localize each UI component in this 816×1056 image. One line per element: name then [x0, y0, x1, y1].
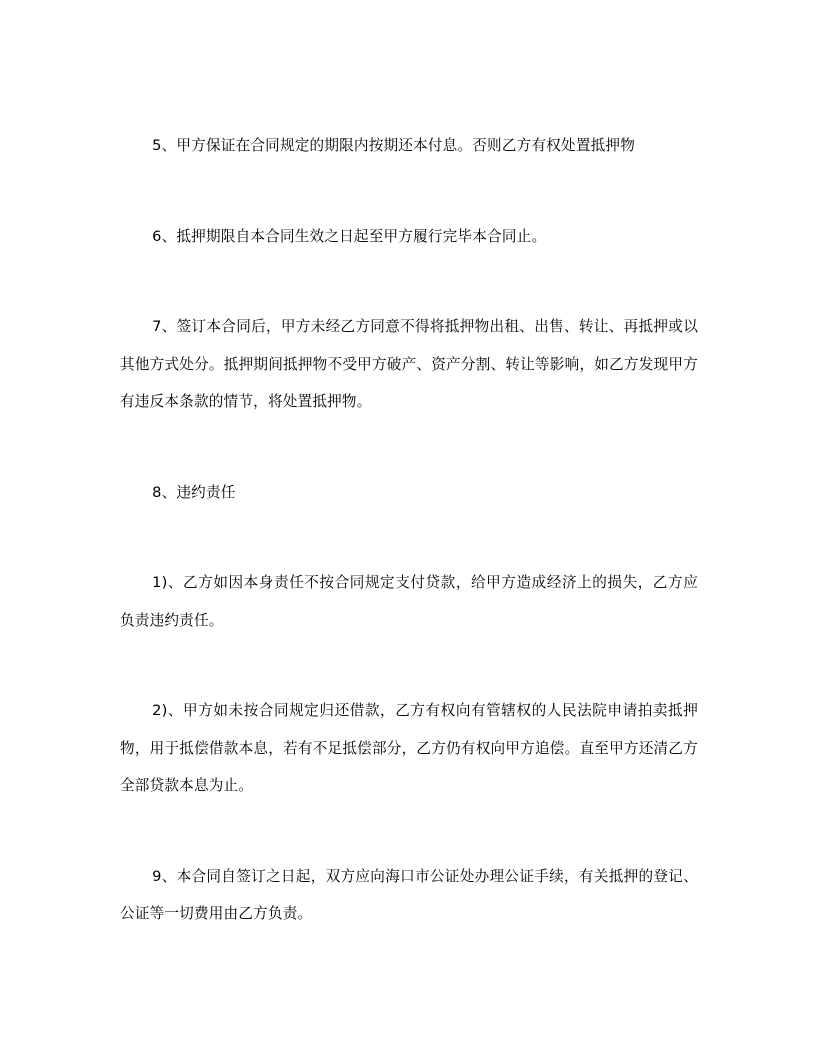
clause-8-item-2-paragraph: 2)、甲方如未按合同规定归还借款，乙方有权向有管辖权的人民法院申请拍卖抵押物，用于抵偿借款本息，若有不足抵偿部分，乙方仍有权向甲方追偿。直至甲方还清乙方全部贷款本息为止。 — [120, 702, 698, 794]
clause-7-paragraph: 7、签订本合同后，甲方未经乙方同意不得将抵押物出租、出售、转让、再抵押或以其他方式处分。抵押期间抵押物不受甲方破产、资产分割、转让等影响，如乙方发现甲方有违反本条款的情节，将处置抵押物。 — [120, 318, 698, 410]
document-body — [120, 127, 698, 933]
clause-5-paragraph: 5、甲方保证在合同规定的期限内按期还本付息。否则乙方有权处置抵押物 — [152, 137, 635, 154]
clause-8-heading: 8、违约责任 — [152, 483, 236, 501]
clause-9-paragraph: 9、本合同自签订之日起，双方应向海口市公证处办理公证手续，有关抵押的登记、公证等一切费用由乙方负责。 — [120, 867, 698, 922]
clause-6-paragraph: 6、抵押期限自本合同生效之日起至甲方履行完毕本合同止。 — [152, 227, 547, 245]
clause-8-item-1-paragraph: 1)、乙方如因本身责任不按合同规定支付贷款，给甲方造成经济上的损失，乙方应负责违约责任。 — [120, 574, 698, 629]
